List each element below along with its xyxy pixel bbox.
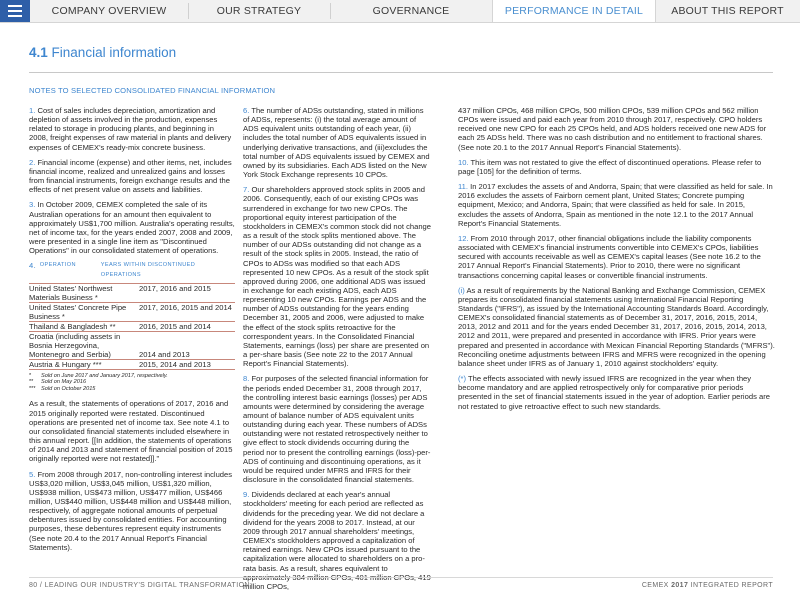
- top-navigation: [0, 0, 800, 23]
- column-3: [458, 106, 776, 417]
- note-4-text: As a result, the statements of operations of 2017, 2016 and 2015 originally reported were restated. Discontinued operations are presented net of income tax. See note 4.1 to our consolidated financial statements included elsewhere in this annual report. [[In addition, the statements of operations of 2014 and 2013 and statement of financial position of 2015 originally reported were not restated]].": [29, 399, 233, 464]
- note-1: 1. Cost of sales includes depreciation, amortization and depletion of assets involved in the production, expenses related to storage in producing plants, and beginning in 2008, freight expenses of raw material in plants and delivery expenses of CEMEX's ready-mix concrete business.: [29, 106, 232, 152]
- tab-governance[interactable]: GOVERNANCE: [372, 5, 450, 17]
- table-row: United States' Concrete Pipe Business * 2017, 2016, 2015 and 2014: [29, 302, 235, 321]
- tab-company-overview[interactable]: COMPANY OVERVIEW: [51, 5, 167, 17]
- column-1: [29, 106, 235, 558]
- table-footnotes: * Sold on June 2017 and January 2017, respectively. ** Sold on May 2016 *** Sold on October 2015: [29, 372, 168, 392]
- footer-right: CEMEX 2017 INTEGRATED REPORT: [641, 582, 773, 589]
- table-header: 4. OPERATION YEARS WITHIN DISCONTINUED OPERATIONS: [29, 261, 196, 278]
- note-9: 9. Dividends declared at each year's annual stockholders' meeting for each period are reflected as dividends for the preceding year. We did not declare a dividend for the years 2008 to 2017. Instead, at our 2009 through 2017 annual shareholders' meetings, CEMEX's stockholders approved a capitalization of retained earnings. New CPOs issued pursuant to the capitalization were allocated to shareholders on a pro-rata basis. As a result, shares equivalent to million CPOs,: [243, 490, 425, 591]
- section-number: 4.1: [29, 45, 48, 60]
- table-row: Austria & Hungary *** 2015, 2014 and 2013: [29, 359, 235, 369]
- table-row: United States' Northwest Materials Business * 2017, 2016 and 2015: [29, 283, 235, 302]
- note-10: 10. This item was not restated to give the effect of discontinued operations. Please refer to page [105] for the definition of terms.: [458, 157, 762, 176]
- column-2: [243, 106, 431, 597]
- note-3: 3. In October 2009, CEMEX completed the sale of its Australian operations for an amount then equivalent to approximately US$1,700 million. Australia's operating results, net of income tax, for the years ended 2007, 2008 and 2009, were presented in a single line item as "Discontinued Operations" in our consolidated statement of operations.: [29, 200, 235, 256]
- note-11: 11. In 2017 excludes the assets of and Andorra, Spain; that were classified as held for sale. In 2016 excludes the assets of Fairborn cement plant, United States; Concrete pumping equipment, Mexico; and Andorra, Spain; that were classified as held for sale. In 2015, excludes the assets of Andorra, Spain as mentioned in the note 12.1 to the 2017 Annual Report's Financial Statements.: [458, 182, 773, 228]
- note-9-continued: 437 million CPOs, 468 million CPOs, 500 million CPOs, 539 million CPOs and 562 million CPOs were issued and paid each year from 2010 through 2017, respectively. CPO holders received one new CPO for each 25 CPOs held, and ADS holders received one new ADS for each 25 ADSs held. There was no cash distribution and no entitlement to fractional shares. (See note 20.1 to the 2017 Annual Report's Financial Statements).: [458, 106, 767, 152]
- hamburger-menu-icon[interactable]: [0, 0, 30, 22]
- title-divider: [29, 72, 773, 73]
- discontinued-operations-table: [29, 283, 235, 370]
- note-8: 8. For purposes of the selected financial information for the periods ended December 31, 2008 through 2017, the controlling interest basic earnings (losses) per ADS amounts were determined by considering the average amount of balance number of ADS equivalent units outstanding during each year. These numbers of ADSs outstanding were not restated retrospectively neither to give effect to stock dividends occurring during the period nor to present the controlling earnings (loss)-per-ADS of continuing and discontinuing operations, as it would be required under MFRS and IFRS for their disclosure in the consolidated financial statements.: [243, 374, 431, 485]
- table-row: Thailand & Bangladesh ** 2016, 2015 and 2014: [29, 321, 235, 331]
- notes-subheading: NOTES TO SELECTED CONSOLIDATED FINANCIAL INFORMATION: [29, 86, 276, 95]
- note-star: (*) The effects associated with newly issued IFRS are recognized in the year when they become mandatory and are applied retrospectively only for comparative prior periods presented in the set of financial statements issued in the year of adoption. Earlier periods are not restated to give retroactive effect to such new standards.: [458, 374, 770, 411]
- tab-performance-in-detail[interactable]: PERFORMANCE IN DETAIL: [492, 0, 656, 22]
- section-title: Financial information: [51, 45, 177, 60]
- note-7: 7. Our shareholders approved stock splits in 2005 and 2006. Consequently, each of our existing CPOs was surrendered in exchange for two new CPOs. The proportional equity interest participation of the stockholders in CEMEX's common stock did not change as a result of the stock splits mentioned above. The number of our ADSs outstanding did not change as a result of the stock splits in 2005. Instead, the ratio of CPOs to ADSs was modified so that each ADS represented 10 new CPOs. As a result of the stock split approved during 2006, one additional ADS was issued in exchange for each existing ADS, each ADS representing 10 new CPOs. Earnings per ADS and the number of ADSs outstanding for the years ending December 31, 2005 and 2006, were adjusted to make the effect of the stock splits retroactive for the correspondent years. In the Consolidated Financial Statements, earnings (loss) per share are presented on a per-share basis (See note 22 to the 2017 Annual Report's Financial Statements).: [243, 185, 432, 369]
- note-2: 2. Financial income (expense) and other items, net, includes financial income, realized and unrealized gains and losses from financial instruments, foreign exchange results and the effects of net present value on assets and liabilities.: [29, 157, 232, 195]
- tab-our-strategy[interactable]: OUR STRATEGY: [216, 5, 302, 17]
- note-5: 5. From 2008 through 2017, non-controlling interest includes US$3,020 million, US$3,045 million, US$1,320 million, US$938 million, US$473 million, US$477 million, US$466 million, US$440 million, US$448 million and US$448 million, respectively, of aggregate notional amounts of perpetual debentures issued by consolidated entities. For accounting purposes, these debentures represent equity instruments (See note 20.4 to the 2017 Annual Report's Financial Statements).: [29, 469, 233, 552]
- footer-divider: [29, 577, 773, 578]
- footer-left: 80 / LEADING OUR INDUSTRY'S DIGITAL TRANSFORMATION: [29, 582, 250, 589]
- note-i: (i) As a result of requirements by the National Banking and Exchange Commission, CEMEX prepares its consolidated financial statements using International Financial Reporting Standards ("IFRS"), as issued by the International Accounting Standards Board. Accordingly, CEMEX's consolidated financial statements as of December 31, 2017, 2016, 2015, 2014, 2013, 2012 and 2011 and for the years ended December 31, 2017, 2016, 2015, 2014, 2013, 2012 and 2011, were prepared and presented in accordance with IFRS. Prior years were prepared and presented in accordance with Mexican Financial Reporting Standards ("MFRS"). Reconciling onetime adjustments between IFRS and MFRS were recognized in the opening balance sheet under IFRS as of January 1, 2010 against stockholders' equity.: [458, 285, 775, 368]
- note-12: 12. From 2010 through 2017, other financial obligations include the liability components associated with CEMEX's financial instruments convertible into CEMEX's CPOs, liabilities secured with accounts receivable as well as CEMEX's capital leases (See note 16.2 to the 2017 Annual Report's Financial Statements). Prior to 2010, there were no significant transactions concerning capital leases or convertible financial instruments.: [458, 233, 761, 280]
- page-title: [29, 45, 176, 60]
- note-6: 6. The number of ADSs outstanding, stated in millions of ADSs, represents: (i) the total average amount of ADS equivalent units outstanding of each year, (ii) includes the total number of ADS equivalents issued in underlying derivative transactions, and (iii)excludes the total number of ADS equivalents issued by CEMEX and owned by its subsidiaries. Each ADS listed on the New York Stock Exchange represents 10 CPOs.: [243, 106, 430, 180]
- tab-about-this-report[interactable]: ABOUT THIS REPORT: [671, 5, 784, 17]
- table-row: Croatia (including assets in Bosnia Herzegovina, Montenegro and Serbia) 2014 and 2013: [29, 331, 235, 359]
